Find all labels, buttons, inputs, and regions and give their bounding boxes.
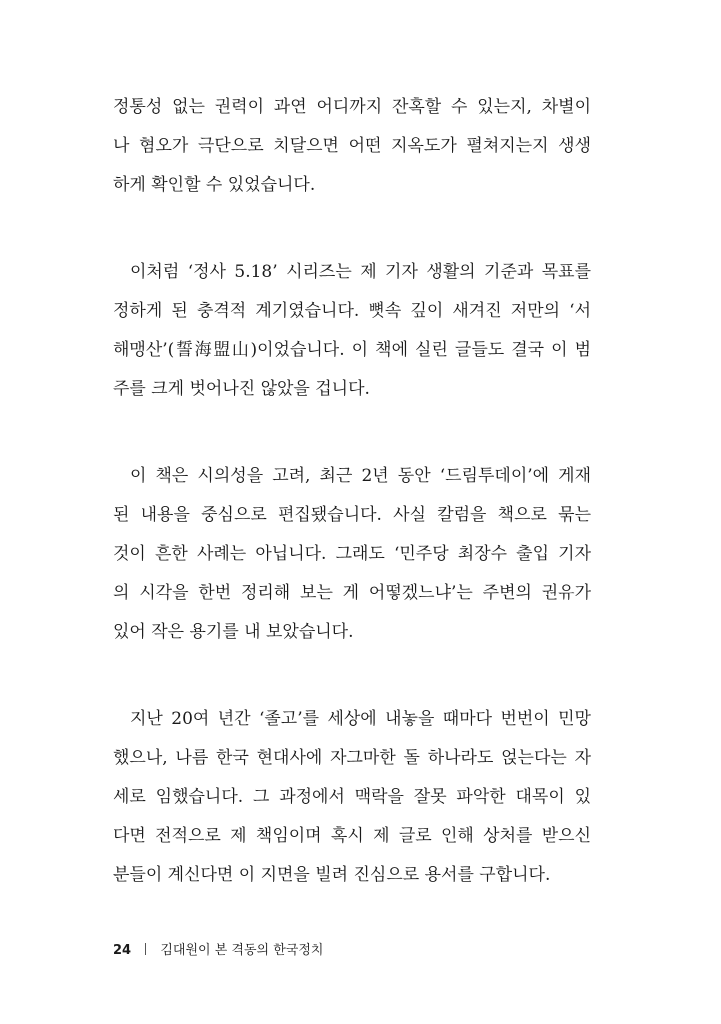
text-line: 것이 흔한 사례는 아닙니다. 그래도 ‘민주당 최장수 출입 기자 <box>113 544 591 564</box>
text-line: 하게 확인할 수 있었습니다. <box>113 175 316 195</box>
text-line: 주를 크게 벗어나진 않았을 겁니다. <box>113 379 370 399</box>
text-line: 분들이 계신다면 이 지면을 빌려 진심으로 용서를 구합니다. <box>113 865 551 885</box>
text-line: 된 내용을 중심으로 편집됐습니다. 사실 칼럼을 책으로 묶는 <box>113 505 591 525</box>
paragraph-2 <box>113 253 591 409</box>
paragraph-1 <box>113 88 591 205</box>
body-text <box>113 88 591 943</box>
page-number: 24 <box>113 943 132 958</box>
text-line: 다면 전적으로 제 책임이며 혹시 제 글로 인해 상처를 받으신 <box>113 826 591 846</box>
text-line: 나 혐오가 극단으로 치달으면 어떤 지옥도가 펼쳐지는지 생생 <box>113 136 591 156</box>
footer-divider <box>145 943 146 955</box>
text-line: 정통성 없는 권력이 과연 어디까지 잔혹할 수 있는지, 차별이 <box>113 97 591 117</box>
page-footer <box>113 940 323 962</box>
text-line: 있어 작은 용기를 내 보았습니다. <box>113 622 354 642</box>
text-line: 했으나, 나름 한국 현대사에 자그마한 돌 하나라도 얹는다는 자 <box>113 748 591 768</box>
paragraph-3 <box>113 457 591 652</box>
running-title: 김대원이 본 격동의 한국정치 <box>160 943 324 958</box>
text-line: 의 시각을 한번 정리해 보는 게 어떻겠느냐’는 주변의 권유가 <box>113 583 591 603</box>
text-line: 이처럼 ‘정사 5.18’ 시리즈는 제 기자 생활의 기준과 목표를 <box>130 262 591 282</box>
text-line: 정하게 된 충격적 계기였습니다. 뼛속 깊이 새겨진 저만의 ‘서 <box>113 301 591 321</box>
text-line: 세로 임했습니다. 그 과정에서 맥락을 잘못 파악한 대목이 있 <box>113 787 591 807</box>
text-line: 지난 20여 년간 ‘졸고’를 세상에 내놓을 때마다 번번이 민망 <box>130 709 591 729</box>
text-line: 해맹산’(誓海盟山)이었습니다. 이 책에 실린 글들도 결국 이 범 <box>113 340 591 360</box>
paragraph-4 <box>113 700 591 895</box>
text-line: 이 책은 시의성을 고려, 최근 2년 동안 ‘드림투데이’에 게재 <box>130 466 591 486</box>
